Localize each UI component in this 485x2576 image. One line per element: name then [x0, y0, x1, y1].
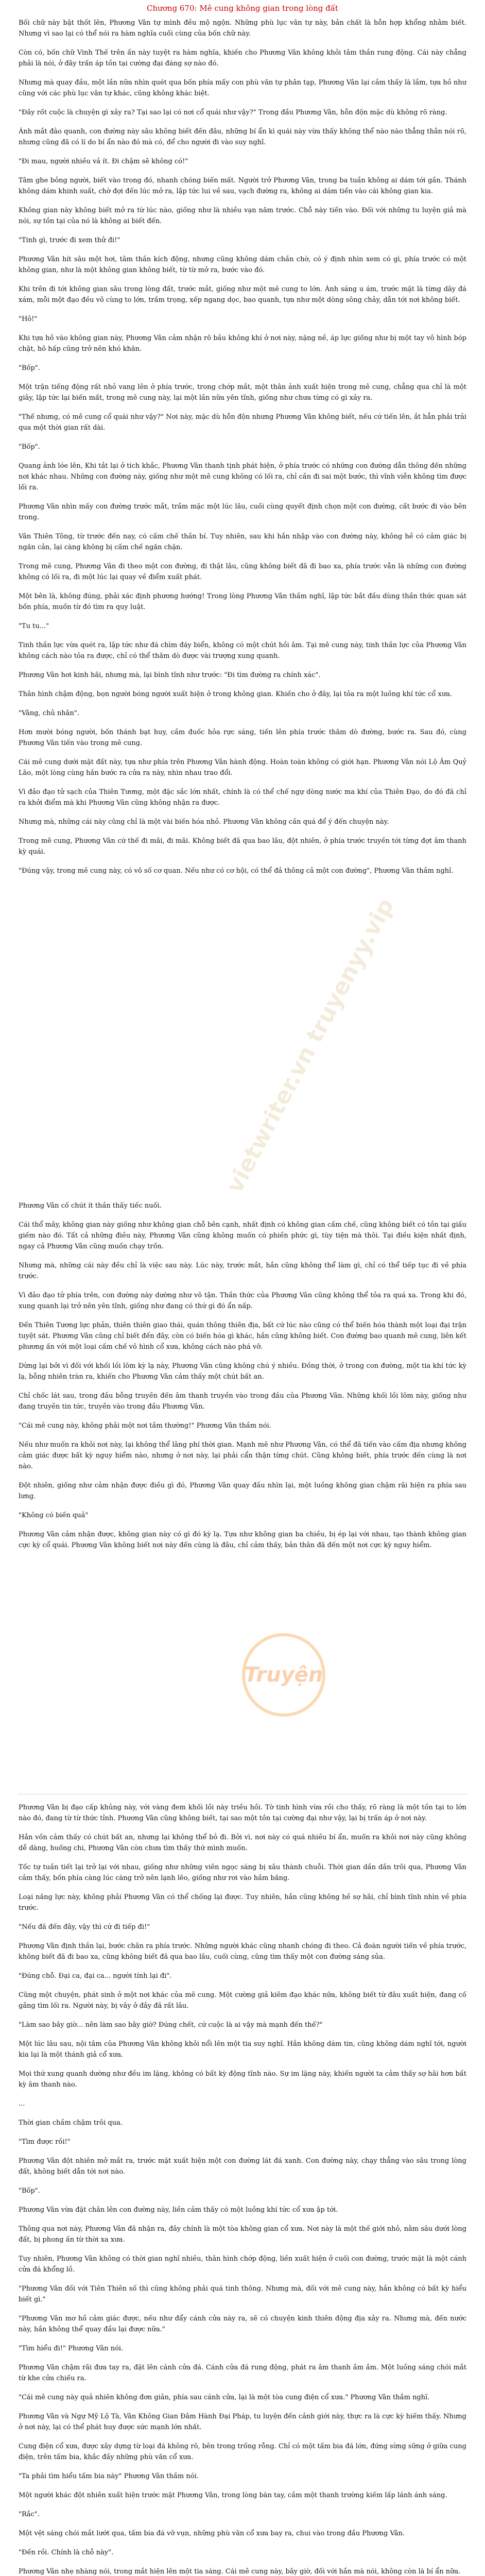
paragraph: Thời gian chầm chậm trôi qua.	[19, 2119, 123, 2127]
paragraph: Phương Vân hơi kinh hãi, nhưng mà, lại bình tĩnh như trước: "Đi tìm đường ra chính xác".	[19, 671, 321, 679]
paragraph: "Cái mê cung này, không phải một nơi tầm thường!" Phương Vân thầm nói.	[19, 1422, 271, 1430]
paragraph: Phương Vân nhìn mấy con đường trước mắt, trầm mặc một lúc lâu, cuối cùng quyết định chọn một con đường, cất bước đi vào bên trong.	[19, 503, 466, 521]
paragraph: Chỉ chốc lát sau, trong đầu bỗng truyền đến âm thanh truyền vào trong đầu của Phương Vân. Những khối lồi lõm này, giống như đang truyền tin tức, truyền vào trong đầu Phương Vân.	[19, 1392, 466, 1411]
paragraph: "Bốp".	[19, 364, 40, 372]
paragraph: Nhưng mà, những cái này đều chỉ là việc sau này. Lúc này, trước mắt, hắn cũng không thể làm gì, chỉ có thể tiếp tục đi về phía trước.	[19, 1262, 466, 1280]
paragraph: "Bốp".	[19, 443, 40, 451]
paragraph: Phương Vân cố chút ít thần thấy tiếc nuối.	[19, 1202, 162, 1210]
paragraph: Phương Vân chậm rãi đưa tay ra, đặt lên cánh cửa đá. Cánh cửa đá rung động, phát ra âm thanh ầm ầm. Một luồng sáng chói mắt từ khe cửa chiếu ra.	[19, 2364, 466, 2382]
paragraph: Tinh thần lực vừa quét ra, lập tức như đá chìm đáy biển, không có một chút hồi âm. Tại mê cung này, tinh thần lực của Phương Vân không cách nào tỏa ra được, chỉ có thể thăm dò được vài trượng xung quanh.	[19, 641, 466, 660]
paragraph: Trong mê cung, Phương Vân đi theo một con đường, đi thật lâu, cũng không biết đã đi bao xa, phía trước vẫn là những con đường không có lối ra, đi một lúc lại quay về điểm xuất phát.	[19, 563, 466, 581]
paragraph: Phương Vân bị đạo cấp khủng này, với vàng đem khối lồi này triều hồi. Tờ tinh hình vừa rồi cho thấy, rõ ràng là một tồn tại to lớn nào đó, đang từ từ thức tỉnh. Phương Vân cũng không biết, tại sao một tồn tại cường đại như vậy, lại bị trấn áp ở nơi này.	[19, 1804, 466, 1822]
paragraph: Tâm ghe bỏng người, biết vào trong đó, nhanh chóng biến mất. Người trở Phương Vân, trong ba tuần không ai dám tới gần. Thánh không dám khinh suất, chờ đợi đến lúc mở ra, lập tức lui về sau, vạch đường ra, không ai dám tiến vào cái không gian kia.	[19, 177, 466, 195]
chapter-text-part-2	[19, 1200, 466, 1788]
paragraph: "Cái mê cung này quả nhiên không đơn giản, phía sau cánh cửa, lại là một tòa cung điện cổ xưa." Phương Vân thầm nghĩ.	[19, 2394, 430, 2401]
paragraph: Phương Vân cảm nhận được, không gian này có gì đó kỳ lạ. Tựa như không gian ba chiều, bị ép lại với nhau, tạo thành không gian cực kỳ cổ quái. Phương Vân không biết nơi này đến cùng là đâu, chỉ cảm thấy, bản thân đã đến một nơi cực kỳ nguy hiểm.	[19, 1531, 466, 1549]
paragraph: "Không có biến quả"	[19, 1512, 89, 1519]
paragraph: Phương Vân nhẹ nhàng nói, trong mắt hiện lên một tia sáng. Cái mê cung này, bây giờ, đối với hắn mà nói, không còn là bí ẩn nữa.	[19, 2568, 461, 2575]
paragraph: Đột nhiên, giống như cảm nhận được điều gì đó, Phương Vân quay đầu nhìn lại, một luồng không gian chậm rãi hiện ra phía sau lưng.	[19, 1482, 466, 1500]
paragraph: "Ta phải tìm hiểu tấm bia này" Phương Vân thầm nói.	[19, 2472, 199, 2480]
paragraph: "Đi mau, người nhiều vả ít. Đi chậm sẽ không có!"	[19, 158, 188, 165]
paragraph: "Tu tu..."	[19, 622, 49, 630]
paragraph: "Tinh gì, trước đi xem thử đi!"	[19, 236, 120, 244]
paragraph: Thân hình chậm động, bọn người bóng người xuất hiện ở trong không gian. Khiến cho ở đây, lại tỏa ra một luồng khí tức cổ xưa.	[19, 690, 453, 698]
chapter-title: Chương 670: Mê cung không gian trong lòng đất	[147, 4, 338, 13]
paragraph: Quang ảnh lóe lên, Khi tắt lại ở tích khắc, Phương Vân thanh tịnh phát hiện, ở phía trước có những con đường dẫn thông đến những nơi khác nhau. Những con đường này, giống như một mê cung không có lối ra, chỉ cần đi sai một bước, thì vĩnh viễn không tìm được lối ra.	[19, 462, 466, 492]
paragraph: "Hô!"	[19, 315, 38, 323]
paragraph: "Đây rốt cuộc là chuyện gì xảy ra? Tại sao lại có nơi cổ quái như vậy?" Trong đầu Phương Vân, hỗn độn mặc dù không rõ ràng.	[19, 109, 447, 116]
paragraph: Một bên là, không đúng, phải xác định phương hướng! Trong lòng Phương Vân thầm nghĩ, lập tức bắt đầu dùng thần thức quan sát bốn phía, muốn từ đó tìm ra quy luật.	[19, 592, 466, 611]
paragraph: Mọi thứ xung quanh dường như đều im lặng, không có bất kỳ động tĩnh nào. Sự im lặng này, khiến người ta cảm thấy sợ hãi hơn bất kỳ âm thanh nào.	[19, 2070, 466, 2089]
paragraph: Cũng một chuyện, phát sinh ở một nơi khác của mê cung. Một cường giả kiêm đạo khác nữa, không biết từ đâu xuất hiện, đang cố gắng tìm lối ra. Người này, bị vây ở đây đã rất lâu.	[19, 1991, 466, 2010]
paragraph: "Phương Vân mơ hồ cảm giác được, nếu như đẩy cánh cửa này ra, sẽ có chuyện kinh thiên động địa xảy ra. Nhưng mà, đến nước này, hắn không thể quay đầu lại được nữa."	[19, 2315, 466, 2333]
paragraph: Phương Vân định thần lại, bước chân ra phía trước. Những người khác cũng nhanh chóng đi theo. Cả đoàn người tiến về phía trước, không biết đã đi bao xa, cũng không biết đã qua bao lâu, cuối cùng, cũng tìm thấy một con đường sáng sủa.	[19, 1942, 466, 1961]
chapter-text-part-3	[19, 1802, 466, 2576]
paragraph: Vì đảo đạo tử sạch của Thiên Tương, một đặc sắc lớn nhất, chính là có thể chế ngự dòng nước ma khí của Thiên Đạo, do đó đã chỉ ra khởi điểm mà khi Phương Vân cũng không nhận ra được.	[19, 788, 466, 807]
paragraph: Nhưng mà, những cái này cũng chỉ là một vài biến hóa nhỏ. Phương Vân không cần quá để ý đến chuyện này.	[19, 818, 389, 826]
paragraph: Nhưng mà quay đầu, một lần nữa nhìn quét qua bốn phía mấy con phù văn tự phân tạp, Phương Vân lại cảm thấy là lầm, tựa hồ như cũng với các phù lục vân tự khác, cũng không khác biệt.	[19, 79, 466, 97]
paragraph: Ánh mắt đảo quanh, con đường này sâu không biết đến đâu, những bí ẩn kì quái này vừa thấy không thể nào nào thẳng thắn nói rõ, nhưng cũng đã có lí do bí ẩn nào đó mà có, để cho người đi vào suy nghĩ.	[19, 128, 466, 146]
paragraph: Một người khác đột nhiên xuất hiện trước mặt Phương Vân, trong lòng bàn tay, cầm một thanh trường kiếm lấp lánh ánh sáng.	[19, 2492, 447, 2499]
paragraph: "Thế nhưng, có mê cung cổ quái như vậy?" Nơi này, mặc dù hỗn độn nhưng Phương Vân không biết, nếu cứ tiến lên, ắt hẳn phải trải qua một thời gian rất dài.	[19, 413, 466, 432]
paragraph: Thông qua nơi này, Phương Vân đã nhận ra, đây chính là một tòa không gian cổ xưa. Nơi này là một thế giới nhỏ, nằm sâu dưới lòng đất, bị phong ấn từ thời xa xưa.	[19, 2225, 466, 2244]
paragraph: "Đúng vậy, trong mê cung này, có vô số cơ quan. Nếu như có cơ hội, có thể đả thông cả một con đường", Phương Vân thầm nghĩ.	[19, 867, 454, 875]
paragraph: "Tìm hiểu đi!" Phương Vân nói.	[19, 2345, 124, 2352]
paragraph: Khi tựa hồ vào không gian này, Phương Vân cảm nhận rõ bầu không khí ở nơi này, nặng nề, áp lực giống như bị một tay vô hình bóp chặt, hô hấp cũng trở nên khó khăn.	[19, 334, 466, 353]
paragraph: ...	[19, 2100, 25, 2108]
paragraph: Cung điện cổ xưa, được xây dựng từ loại đá không rõ, bên trong trống rỗng. Chỉ có một tấm bia đá lớn, đứng sừng sững ở giữa cung điện, trên tấm bia, khắc đầy những phù văn cổ xưa.	[19, 2443, 466, 2461]
paragraph: "Đúng chỗ. Đại ca, đại ca... người tính lại đi".	[19, 1972, 172, 1980]
paragraph: Khi trên đi tới không gian sâu trong lòng đất, trước mắt, giống như một mê cung to lớn. Ánh sáng u ám, trước mặt là từng dãy đá xám, mỗi một đạo đều vô cùng to lớn, trầm trọng, xếp ngang dọc, bao quanh, tựa như một dòng sông chảy, dẫn tới nơi không biết.	[19, 285, 466, 304]
watermark-text: vietwriter.vn truyenyy.vip	[221, 894, 400, 1197]
paragraph: Cái thổ mây, không gian này giống như không gian chỗ bên cạnh, nhất định có không gian cấm chế, cũng không biết có tồn tại giấu giếm nào đó. Tất cả những điều này, Phương Vân cũng không muốn có phiền phức gì, tùy tiện mà thôi. Tại điều kiện nhất định, ngay cả Phương Vân cũng muốn chạy trốn.	[19, 1221, 466, 1250]
chapter-text-part-1	[19, 18, 466, 1197]
paragraph: Vì đảo đạo tử phía trên, con đường này dường như vô tận. Thần thức của Phương Vân cũng không thể tỏa ra quá xa. Trong khi đó, xung quanh lại trở nên yên tĩnh, giống như đang có thứ gì đó ẩn nấp.	[19, 1292, 466, 1310]
paragraph: Loại năng lực này, không phải Phương Vân có thể chống lại được. Tuy nhiên, hắn cũng không hề sợ hãi, chỉ bình tĩnh nhìn về phía trước.	[19, 1893, 466, 1912]
paragraph: "Làm sao bây giờ... nên làm sao bây giờ? Đúng chết, cứ cuộc là ai vậy mà mạnh đến thế?"	[19, 2021, 323, 2029]
paragraph: Nếu như muốn ra khỏi nơi này, lại không thể lãng phí thời gian. Mạnh mẽ như Phương Vân, có thể đã tiến vào cấm địa nhưng không cảm giác được bất kỳ nguy hiểm nào, nhưng ở nơi này, lại phải cẩn thận từng chút. Cũng không biết, phía trước đến cùng là nơi nào.	[19, 1441, 466, 1470]
paragraph: "Rắc".	[19, 2511, 40, 2518]
paragraph: Bối chữ này bật thốt lên, Phương Vân tự mình đều mộ ngộn. Những phù lục vân tự này, bản chất là hỗn hợp khổng nhằm biết. Nhưng vì sao lại có thể nói ra hàm nghĩa cuối cùng của bốn chữ này.	[19, 19, 466, 38]
paragraph: "Bốp".	[19, 2187, 40, 2195]
paragraph: Phương Vân đột nhiên mở mắt ra, trước mặt xuất hiện một con đường lát đá xanh. Con đường này, chạy thẳng vào sâu trong lòng đất, không biết dẫn tới nơi nào.	[19, 2157, 466, 2176]
paragraph: Hắn vốn cảm thấy có chút bất an, nhưng lại không thể bỏ đi. Bởi vì, nơi này có quá nhiều bí ẩn, muốn ra khỏi nơi này cũng không dễ dàng, huống chi, Phương Vân còn chưa tìm thấy thứ mình muốn.	[19, 1834, 466, 1852]
paragraph: Tốc tự tuần tiết lại trở lại với nhau, giống như những viên ngọc sáng bị xâu thành chuỗi. Thời gian dần dần trôi qua, Phương Vân cảm thấy, bốn phía càng lúc càng trở nên lạnh lẽo, giống như rơi vào hầm băng.	[19, 1863, 466, 1882]
paragraph: Vân Thiên Tông, từ trước đến nay, có cấm chế thần bí. Tuy nhiên, sau khi hắn nhập vào con đường này, không hề có cảm giác bị ngăn cản, lại càng không bị cấm chế ngăn chặn.	[19, 533, 466, 551]
paragraph: Đến Thiên Tương lực phản, thiên thiên giao thái, quán thông thiên địa, bất cứ lúc nào cũng có thể biến hóa thành một loại đại trận tuyệt sát. Phương Vân cũng chỉ biết đến đây, còn có biến hóa gì khác, hắn cũng không biết. Con đường bao quanh mê cung, liên kết phương ấn với một loại cấm chế vô hình cổ xưa, không cách nào phá vỡ.	[19, 1321, 466, 1351]
paragraph: "Tìm được rồi!"	[19, 2138, 71, 2146]
paragraph: Không gian này không biết mở ra từ lúc nào, giống như là nhiều vạn năm trước. Chỗ này tiến vào. Đối với những tu luyện giả mà nói, sự tồn tại của nó là không ai biết đến.	[19, 207, 466, 225]
paragraph: Phương Vân hít sâu một hơi, tâm thần kích động, nhưng cũng không dám chần chờ, có ý định nhìn xem có gì, phía trước có một không gian, như là một không gian không biết, từ từ mở ra, bước vào đó.	[19, 256, 466, 274]
paragraph: Một trận tiếng động rất nhỏ vang lên ở phía trước, trong chớp mắt, một thân ảnh xuất hiện trong mê cung, chẳng qua chỉ là một giây, lập tức lại biến mất, trong mê cung này, lại một lần nữa yên tĩnh, giống như chưa từng có gì xảy ra.	[19, 383, 466, 402]
paragraph: Dừng lại bởi vì đối với khối lồi lõm kỳ lạ này, Phương Vân cũng không chú ý nhiều. Đồng thời, ở trong con đường, một tia khí tức kỳ lạ, bỗng nhiên tràn ra, khiến cho Phương Vân cảm thấy một chút bất an.	[19, 1362, 466, 1381]
paragraph: "Vâng, chủ nhân".	[19, 709, 80, 717]
badge-label: Truyện	[244, 1663, 323, 1687]
paragraph: Phương Vân và Ngự Mỹ Lộ Tà, Vân Không Gian Đâm Hành Đại Pháp, tu luyện đến cảnh giới này, thực ra là cực kỳ hiếm thấy. Nhưng ở nơi này, lại có thể phát huy được sức mạnh lớn nhất.	[19, 2413, 466, 2431]
paragraph: "Đến rồi. Chính là chỗ này".	[19, 2549, 114, 2556]
paragraph: Tuy nhiên, Phương Vân không có thời gian nghĩ nhiều, thân hình chớp động, liền xuất hiện ở cuối con đường, trước mặt là một cánh cửa đá khổng lồ.	[19, 2255, 466, 2274]
paragraph: Còn có, bốn chữ Vinh Thế trên ấn này tuyệt ra hàm nghĩa, khiến cho Phương Vân không khỏi tâm thần rung động. Cái này chẳng phải là nói, ở đây trấn áp tồn tại cường đại đáng sợ nào đó.	[19, 49, 466, 67]
paragraph: Một lúc lâu sau, nội tâm của Phương Vân không khỏi nổi lên một tia suy nghĩ. Hắn không dám tin, cũng không dám nghĩ tới, người kia lại là một thánh giả cổ xưa.	[19, 2040, 466, 2059]
paragraph: "Phương Vân đối với Tiên Thiên số thì cũng không phải quá tinh thông. Nhưng mà, đối với mê cung này, hắn không có bất kỳ hiểu biết gì."	[19, 2285, 466, 2303]
paragraph: "Nếu đã đến đây, vậy thì cứ đi tiếp đi!"	[19, 1923, 150, 1931]
paragraph: Trong mê cung, Phương Vân cứ thế đi mãi, đi mãi. Không biết đã qua bao lâu, đột nhiên, ở phía trước truyền tới từng đợt âm thanh kỳ quái.	[19, 837, 466, 856]
paragraph: Cái mê cung dưới mặt đất này, tựa như phía trên Phương Vân hành động. Hoàn toàn không có giới hạn. Phương Vân nói Lộ Âm Quỷ Lão, một lòng cùng hắn bước ra cửa ra này, nhìn nhau trao đổi.	[19, 758, 466, 777]
paragraph: Phương Vân vừa đặt chân lên con đường này, liền cảm thấy có một luồng khí tức cổ xưa ập tới.	[19, 2206, 338, 2214]
paragraph: Một vệt sáng chói mắt lướt qua, tấm bia đá vỡ vụn, những phù văn cổ xưa bay ra, chui vào trong đầu Phương Vân.	[19, 2530, 405, 2537]
paragraph: Hơn mười bóng người, bốn thánh bạt huy, cầm đuốc hỏa rực sáng, tiến lên phía trước thăm dò đường, bước ra. Sau đó, cùng Phương Vân tiến vào trong mê cung.	[19, 728, 466, 747]
